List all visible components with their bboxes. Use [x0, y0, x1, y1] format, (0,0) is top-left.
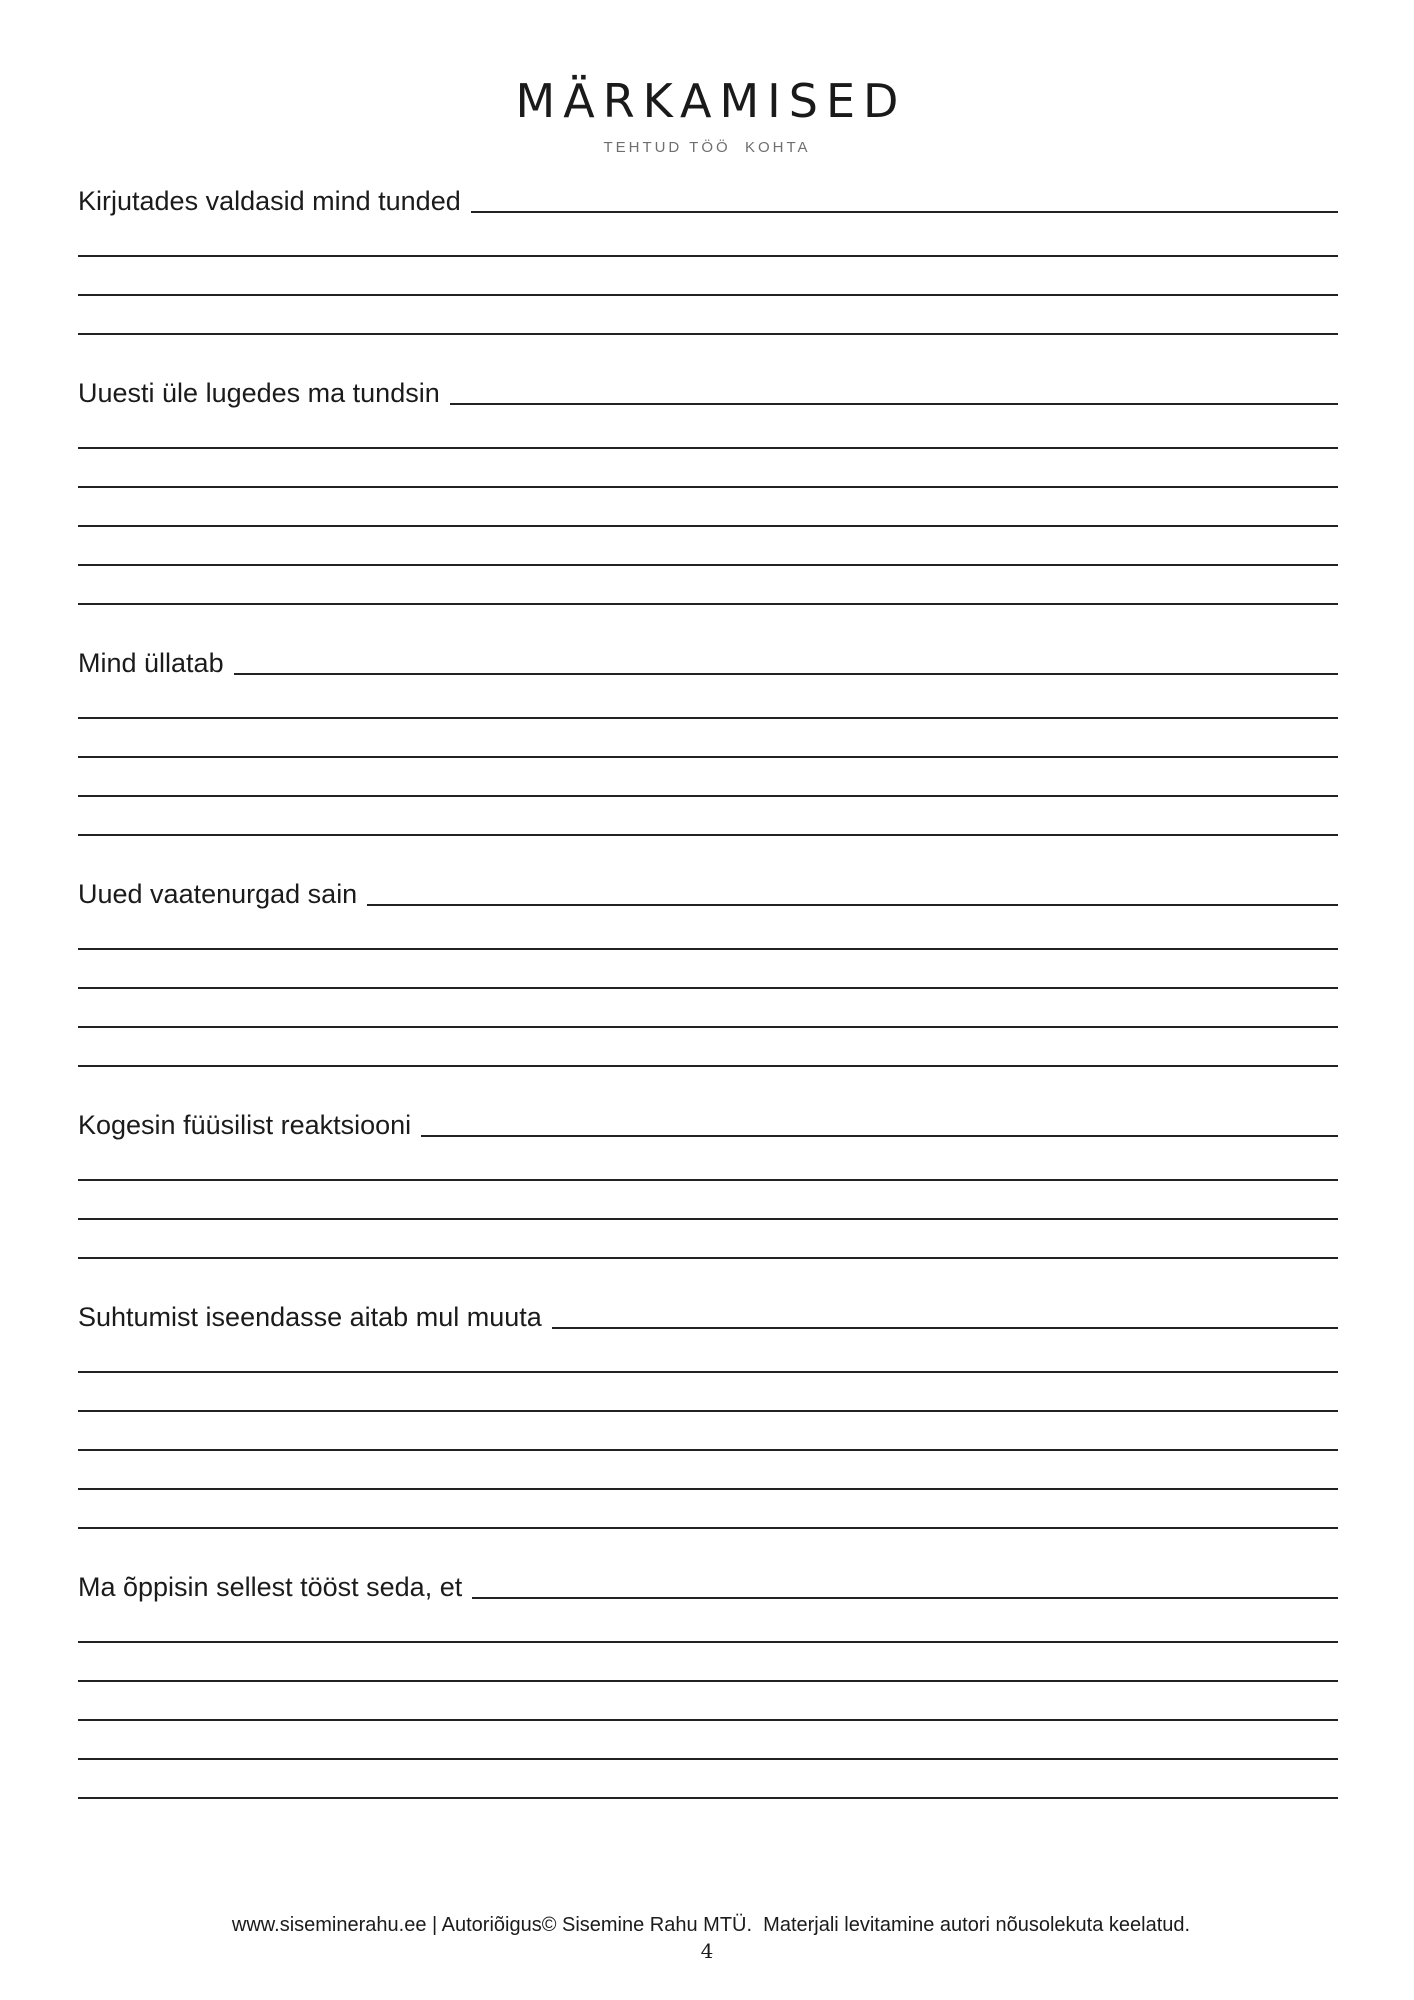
answer-line[interactable] — [78, 1220, 1338, 1259]
answer-line[interactable] — [78, 989, 1338, 1028]
answer-line[interactable] — [78, 1604, 1338, 1643]
answer-line[interactable] — [78, 1142, 1338, 1181]
worksheet-section — [78, 376, 1338, 605]
page-footer — [0, 1912, 1414, 1964]
prompt-row — [78, 1300, 1338, 1334]
prompt-label: Mind üllatab — [78, 648, 224, 678]
answer-line[interactable] — [450, 403, 1338, 405]
prompt-row — [78, 376, 1338, 410]
copyright-notice: www.siseminerahu.ee | Autoriõigus© Sisemine Rahu MTÜ. Materjali levitamine autori nõusolekuta keelatud. — [231, 1914, 1191, 1936]
page-subtitle: TEHTUD TÖÖ KOHTA — [603, 139, 811, 156]
answer-line[interactable] — [78, 1373, 1338, 1412]
prompt-label: Ma õppisin sellest tööst seda, et — [78, 1572, 463, 1602]
prompt-row — [78, 1570, 1338, 1604]
page-header — [0, 72, 1414, 158]
answer-line[interactable] — [471, 211, 1338, 213]
answer-line[interactable] — [78, 1451, 1338, 1490]
answer-line[interactable] — [78, 296, 1338, 335]
answer-line[interactable] — [78, 1334, 1338, 1373]
answer-line[interactable] — [421, 1135, 1338, 1137]
worksheet-section — [78, 1300, 1338, 1529]
answer-line[interactable] — [78, 1682, 1338, 1721]
prompt-label: Kogesin füüsilist reaktsiooni — [78, 1110, 412, 1140]
page-title: MÄRKAMISED — [515, 74, 907, 128]
answer-line[interactable] — [552, 1327, 1338, 1329]
answer-line[interactable] — [78, 719, 1338, 758]
answer-line[interactable] — [78, 758, 1338, 797]
answer-line[interactable] — [78, 1721, 1338, 1760]
answer-line[interactable] — [78, 911, 1338, 950]
answer-line[interactable] — [78, 257, 1338, 296]
answer-line[interactable] — [78, 488, 1338, 527]
worksheet-section — [78, 877, 1338, 1067]
page-number: 4 — [700, 1939, 714, 1963]
answer-line[interactable] — [367, 904, 1338, 906]
answer-line[interactable] — [78, 1028, 1338, 1067]
answer-line[interactable] — [78, 1412, 1338, 1451]
prompt-label: Suhtumist iseendasse aitab mul muuta — [78, 1302, 542, 1332]
prompt-row — [78, 646, 1338, 680]
answer-line[interactable] — [78, 566, 1338, 605]
prompt-row — [78, 877, 1338, 911]
answer-line[interactable] — [78, 449, 1338, 488]
answer-line[interactable] — [78, 527, 1338, 566]
worksheet-section — [78, 646, 1338, 836]
worksheet-section — [78, 1570, 1338, 1799]
answer-line[interactable] — [78, 410, 1338, 449]
answer-line[interactable] — [78, 1490, 1338, 1529]
prompt-row — [78, 1108, 1338, 1142]
worksheet-sections — [78, 184, 1338, 1840]
prompt-label: Kirjutades valdasid mind tunded — [78, 186, 461, 216]
prompt-label: Uuesti üle lugedes ma tundsin — [78, 378, 440, 408]
worksheet-section — [78, 1108, 1338, 1259]
prompt-row — [78, 184, 1338, 218]
worksheet-section — [78, 184, 1338, 335]
answer-line[interactable] — [78, 1181, 1338, 1220]
answer-line[interactable] — [78, 797, 1338, 836]
prompt-label: Uued vaatenurgad sain — [78, 879, 358, 909]
answer-line[interactable] — [472, 1597, 1338, 1599]
answer-line[interactable] — [78, 680, 1338, 719]
answer-line[interactable] — [78, 1643, 1338, 1682]
answer-line[interactable] — [234, 673, 1338, 675]
answer-line[interactable] — [78, 218, 1338, 257]
answer-line[interactable] — [78, 950, 1338, 989]
answer-line[interactable] — [78, 1760, 1338, 1799]
